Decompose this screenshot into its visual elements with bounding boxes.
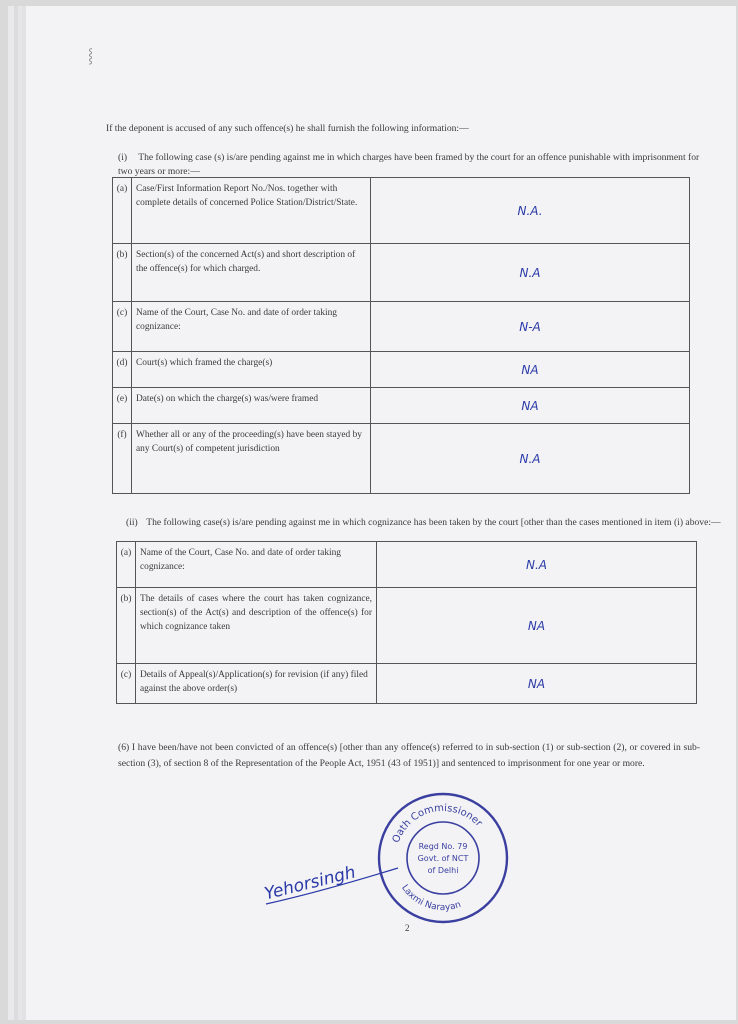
section-i-table: [112, 177, 690, 494]
table-row: [117, 542, 697, 588]
intro-text: If the deponent is accused of any such offence(s) he shall furnish the following information:—: [106, 123, 469, 134]
oath-commissioner-seal: [374, 789, 512, 927]
row-answer: N-A: [371, 302, 690, 352]
row-description: Court(s) which framed the charge(s): [132, 352, 371, 388]
paragraph-6: (6) I have been/have not been convicted of an offence(s) [other than any offence(s) referred to in sub-section (1) or sub-section (2), or covered in sub-section (3), of section 8 of the Representation of the People Act, 1951 (43 of 1951)] and sentenced to imprisonment for one year or more.: [118, 742, 700, 769]
table-row: [113, 178, 690, 244]
row-description: The details of cases where the court has taken cognizance, section(s) of the Act(s) and description of the offence(s) for which cognizance taken: [136, 588, 377, 664]
row-description: Whether all or any of the proceeding(s) have been stayed by any Court(s) of competent jurisdiction: [132, 424, 371, 494]
row-answer: N.A.: [371, 178, 690, 244]
row-label: (a): [113, 178, 132, 244]
row-description: Case/First Information Report No./Nos. together with complete details of concerned Police Station/District/State.: [132, 178, 371, 244]
svg-text:Oath Commissioner: [391, 803, 485, 845]
signature-text: Yehorsingh: [262, 862, 358, 905]
row-description: Section(s) of the concerned Act(s) and short description of the offence(s) for which charged.: [132, 244, 371, 302]
section-i-heading: [118, 151, 714, 179]
seal-top-text: Oath Commissioner: [390, 802, 485, 845]
row-label: (b): [117, 588, 136, 664]
document-page: [22, 6, 736, 1020]
table-row: [113, 388, 690, 424]
row-answer: N.A: [377, 542, 697, 588]
section-ii-heading: [126, 516, 722, 530]
seal-bottom-text: Laxmi Narayan: [399, 883, 463, 914]
row-label: (c): [113, 302, 132, 352]
row-description: Date(s) on which the charge(s) was/were framed: [132, 388, 371, 424]
section-ii-number: (ii): [126, 517, 138, 528]
row-label: (b): [113, 244, 132, 302]
table-row: [113, 424, 690, 494]
page-fold-edge: [22, 6, 26, 1020]
table-row: [113, 302, 690, 352]
row-answer: N.A: [371, 424, 690, 494]
seal-inner-line-1: Regd No. 79: [418, 842, 468, 851]
pen-mark: ⸾: [88, 49, 94, 64]
row-answer: NA: [371, 352, 690, 388]
row-label: (a): [117, 542, 136, 588]
seal-inner-line-2: Govt. of NCT: [417, 854, 469, 863]
row-label: (c): [117, 664, 136, 704]
row-answer: NA: [377, 664, 697, 704]
table-row: [113, 244, 690, 302]
row-answer: N.A: [371, 244, 690, 302]
table-row: [113, 352, 690, 388]
row-label: (e): [113, 388, 132, 424]
section-ii-text: The following case(s) is/are pending against me in which cognizance has been taken by the court [other than the cases mentioned in item (i) above:—: [146, 517, 721, 528]
row-description: Details of Appeal(s)/Application(s) for revision (if any) filed against the above order(s): [136, 664, 377, 704]
row-description: Name of the Court, Case No. and date of order taking cognizance:: [132, 302, 371, 352]
section-i-number: (i): [118, 152, 128, 163]
row-answer: NA: [371, 388, 690, 424]
row-description: Name of the Court, Case No. and date of order taking cognizance:: [136, 542, 377, 588]
row-answer: NA: [377, 588, 697, 664]
svg-text:Laxmi Narayan: [399, 883, 462, 913]
section-ii-table: [116, 541, 697, 704]
table-row: [117, 664, 697, 704]
page-number: 2: [405, 923, 410, 933]
row-label: (d): [113, 352, 132, 388]
row-label: (f): [113, 424, 132, 494]
table-row: [117, 588, 697, 664]
section-i-text: The following case (s) is/are pending against me in which charges have been framed by the court for an offence punishable with imprisonment for two years or more:—: [118, 152, 700, 177]
seal-inner-line-3: of Delhi: [427, 866, 459, 875]
